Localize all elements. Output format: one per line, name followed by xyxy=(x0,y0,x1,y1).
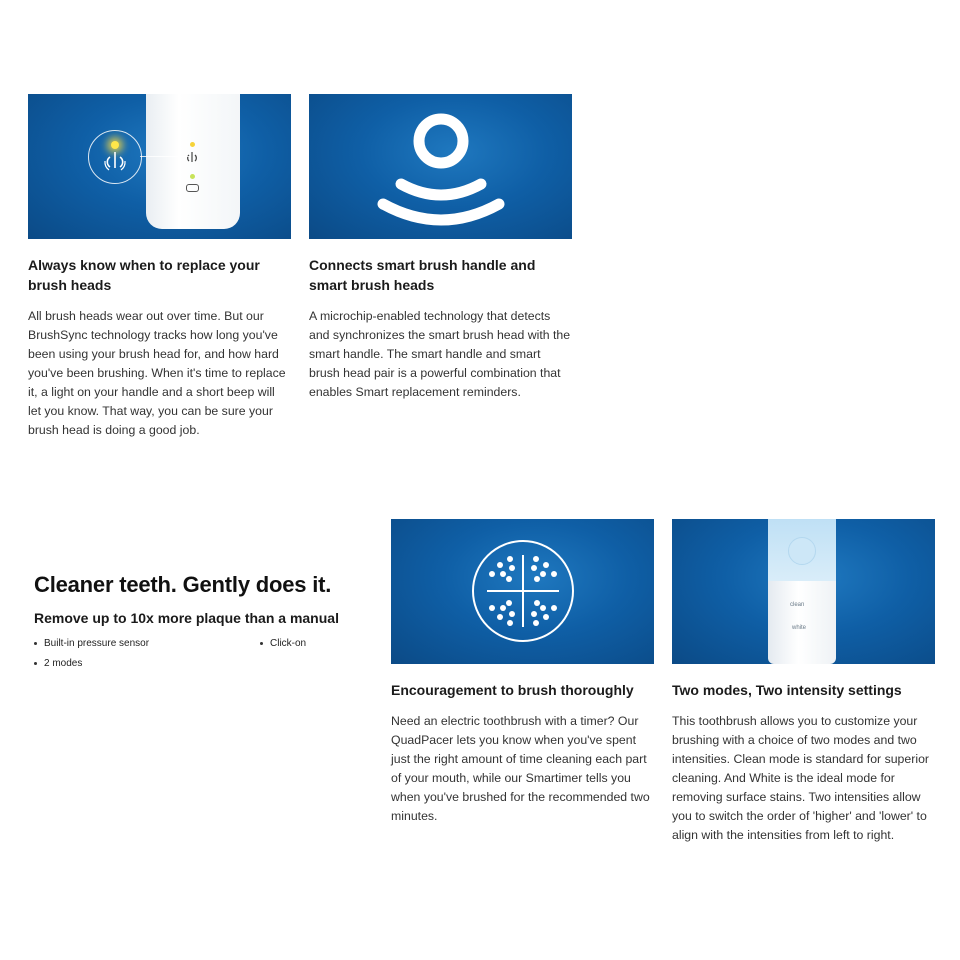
feature-item: Built-in pressure sensor xyxy=(34,638,149,649)
headline-title: Cleaner teeth. Gently does it. xyxy=(34,572,332,597)
feature-item: 2 modes xyxy=(34,658,82,669)
headline-subtitle: Remove up to 10x more plaque than a manual xyxy=(34,610,339,626)
card-body: Need an electric toothbrush with a timer? Our QuadPacer lets you know when you've spent just the right amount of time cleaning each part of your mouth, while our Smartimer tells you when you've brushed for the recommended two minutes. xyxy=(391,714,650,823)
feature-card-replace xyxy=(28,94,291,440)
card-title: Two modes, Two intensity settings xyxy=(672,682,902,698)
feature-card-modes xyxy=(672,519,935,845)
card-title: Always know when to replace your brush heads xyxy=(28,257,260,293)
toothbrush-handle-image xyxy=(768,519,836,664)
bullet-icon xyxy=(34,642,37,645)
card-body: All brush heads wear out over time. But our BrushSync technology tracks how long you've been using your brush head for, and how hard you've been brushing. When it's time to replace it, a light on your handle and a short beep will let you know. That way, you can be sure your brush head is doing a good job. xyxy=(28,309,286,437)
brushsync-image xyxy=(28,94,291,239)
feature-card-quadpacer xyxy=(391,519,654,826)
bullet-icon xyxy=(260,642,263,645)
brushsync-icon xyxy=(88,130,142,184)
card-body: A microchip-enabled technology that detects and synchronizes the smart brush head with the smart handle. The smart handle and smart brush head pair is a powerful combination that enables Smart replacement reminders. xyxy=(309,309,571,399)
quadpacer-icon xyxy=(391,519,654,664)
card-body: This toothbrush allows you to customize your brushing with a choice of two modes and two intensities. Clean mode is standard for superior cleaning. And White is the ideal mode for removing surface stains. Two intensities allow you to switch the order of 'higher' and 'lower' to align with the intensities from left to right. xyxy=(672,714,929,842)
quadpacer-image xyxy=(391,519,654,664)
mode-label-clean: clean xyxy=(790,602,805,608)
feature-item: Click-on xyxy=(260,638,306,649)
toothbrush-handle-image xyxy=(146,94,240,229)
mode-label-white: white xyxy=(792,625,807,631)
feature-list xyxy=(34,638,374,678)
card-title: Connects smart brush handle and smart brush heads xyxy=(309,257,536,293)
bullet-icon xyxy=(34,662,37,665)
connection-image xyxy=(309,94,572,239)
power-button-icon xyxy=(788,537,816,565)
connection-signal-icon xyxy=(309,94,572,239)
feature-card-connect xyxy=(309,94,572,402)
modes-image xyxy=(672,519,935,664)
promo-headline xyxy=(34,572,374,678)
card-title: Encouragement to brush thoroughly xyxy=(391,682,634,698)
